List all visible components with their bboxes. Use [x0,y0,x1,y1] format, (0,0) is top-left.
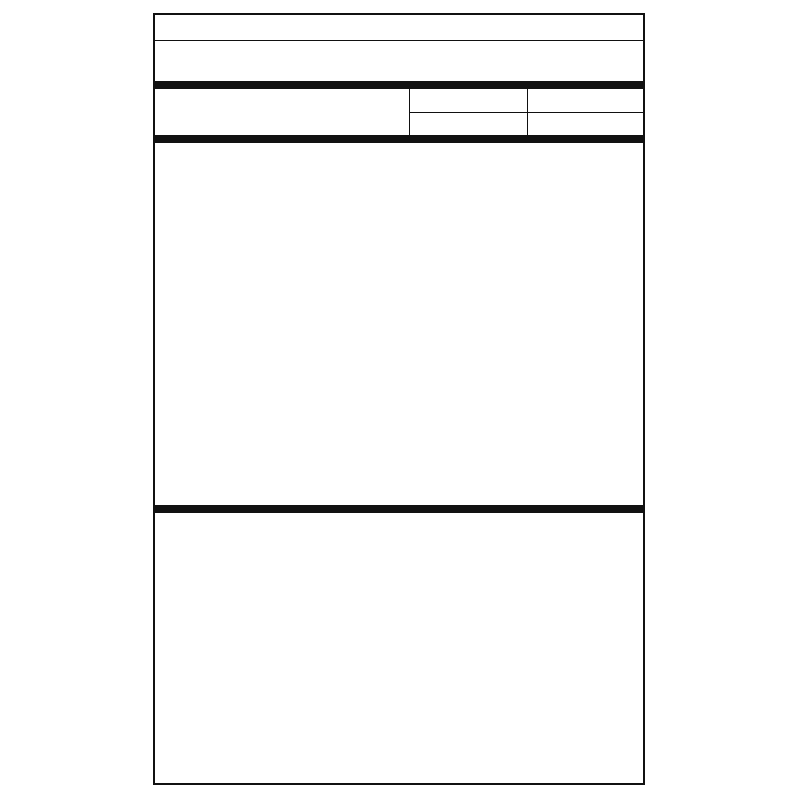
column-header-per-100ml [411,93,527,112]
column-header-per-serving [529,93,645,112]
energy-per-serving [529,113,645,135]
nutrition-facts-label [153,13,645,785]
energy-label [165,107,419,129]
energy-row [155,113,643,135]
title-divider [155,40,643,41]
label-title [155,15,643,40]
thick-divider-energy [155,135,643,143]
energy-per-100ml [411,113,527,135]
thick-divider-vitamins [155,505,643,513]
thick-divider-serving [155,81,643,89]
